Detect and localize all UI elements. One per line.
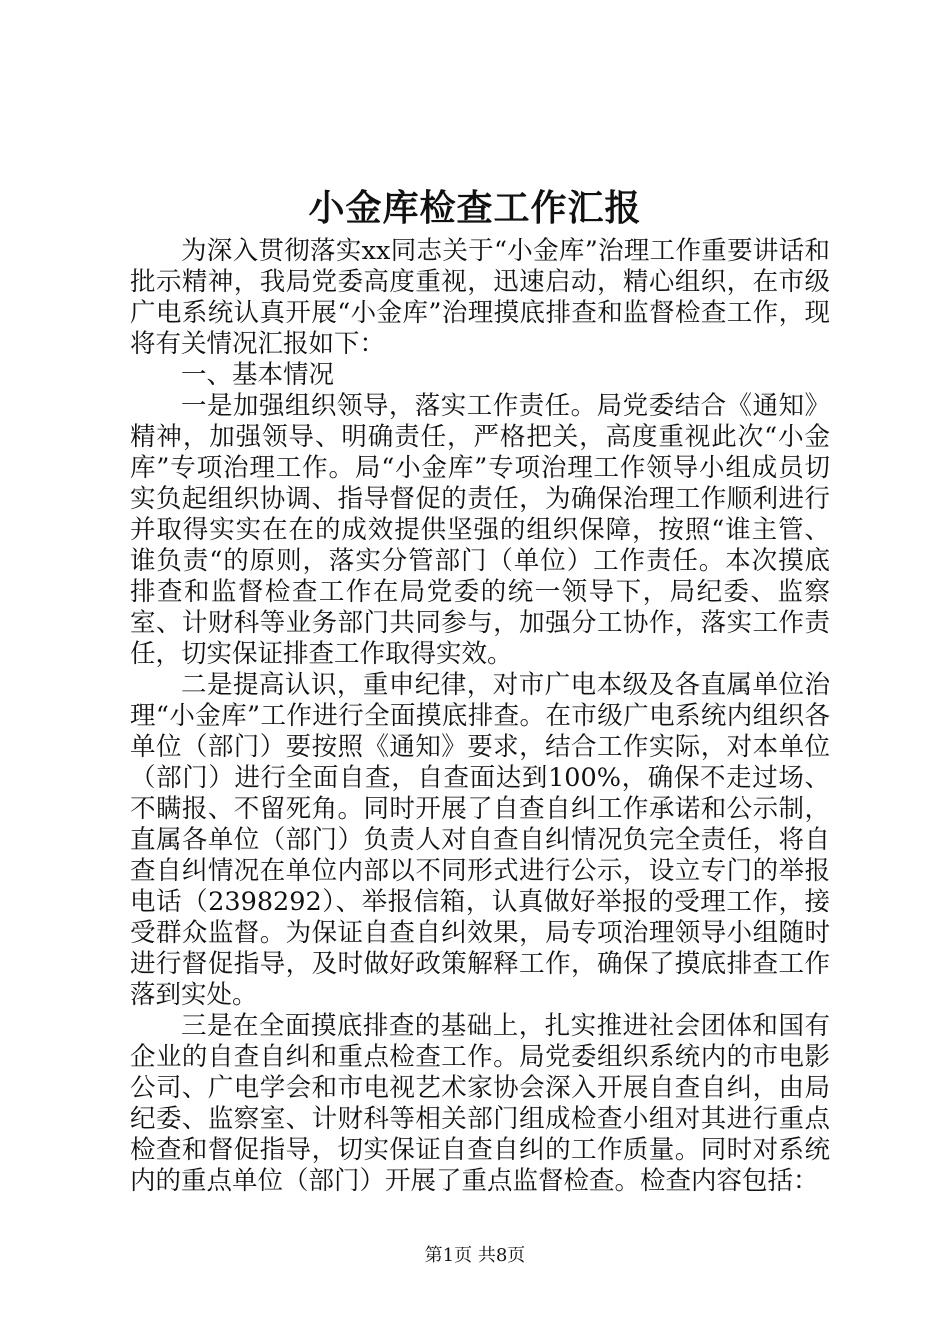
paragraph-point-three: 三是在全面摸底排查的基础上，扎实推进社会团体和国有企业的自查自纠和重点检查工作。局党委组织系统内的市电影公司、广电学会和市电视艺术家协会深入开展自查自纠，由局纪委、监察室、计财科等相关部门组成检查小组对其进行重点检查和督促指导，切实保证自查自纠的工作质量。同时对系统内的重点单位（部门）开展了重点监督检查。检查内容包括： <box>130 1011 830 1196</box>
document-body <box>130 236 830 1197</box>
paragraph-intro: 为深入贯彻落实xx同志关于“小金库”治理工作重要讲话和批示精神，我局党委高度重视，迅速启动，精心组织，在市级广电系统认真开展“小金库”治理摸底排查和监督检查工作，现将有关情况汇报如下： <box>130 236 830 359</box>
page-number-footer: 第1页 共8页 <box>424 1245 526 1266</box>
paragraph-point-two: 二是提高认识，重申纪律，对市广电本级及各直属单位治理“小金库”工作进行全面摸底排查。在市级广电系统内组织各单位（部门）要按照《通知》要求，结合工作实际，对本单位（部门）进行全面自查，自查面达到100%，确保不走过场、不瞒报、不留死角。同时开展了自查自纠工作承诺和公示制，直属各单位（部门）负责人对自查自纠情况负完全责任，将自查自纠情况在单位内部以不同形式进行公示，设立专门的举报电话（2398292）、举报信箱，认真做好举报的受理工作，接受群众监督。为保证自查自纠效果，局专项治理领导小组随时进行督促指导，及时做好政策解释工作，确保了摸底排查工作落到实处。 <box>130 670 830 1010</box>
paragraph-point-one: 一是加强组织领导，落实工作责任。局党委结合《通知》精神，加强领导、明确责任，严格把关，高度重视此次“小金库”专项治理工作。局“小金库”专项治理工作领导小组成员切实负起组织协调、指导督促的责任，为确保治理工作顺利进行并取得实实在在的成效提供坚强的组织保障，按照“谁主管、谁负责“的原则，落实分管部门（单位）工作责任。本次摸底排查和监督检查工作在局党委的统一领导下，局纪委、监察室、计财科等业务部门共同参与，加强分工协作，落实工作责任，切实保证排查工作取得实效。 <box>130 391 830 669</box>
document-title: 小金库检查工作汇报 <box>308 187 642 229</box>
section-heading-basic-situation: 一、基本情况 <box>181 360 335 390</box>
